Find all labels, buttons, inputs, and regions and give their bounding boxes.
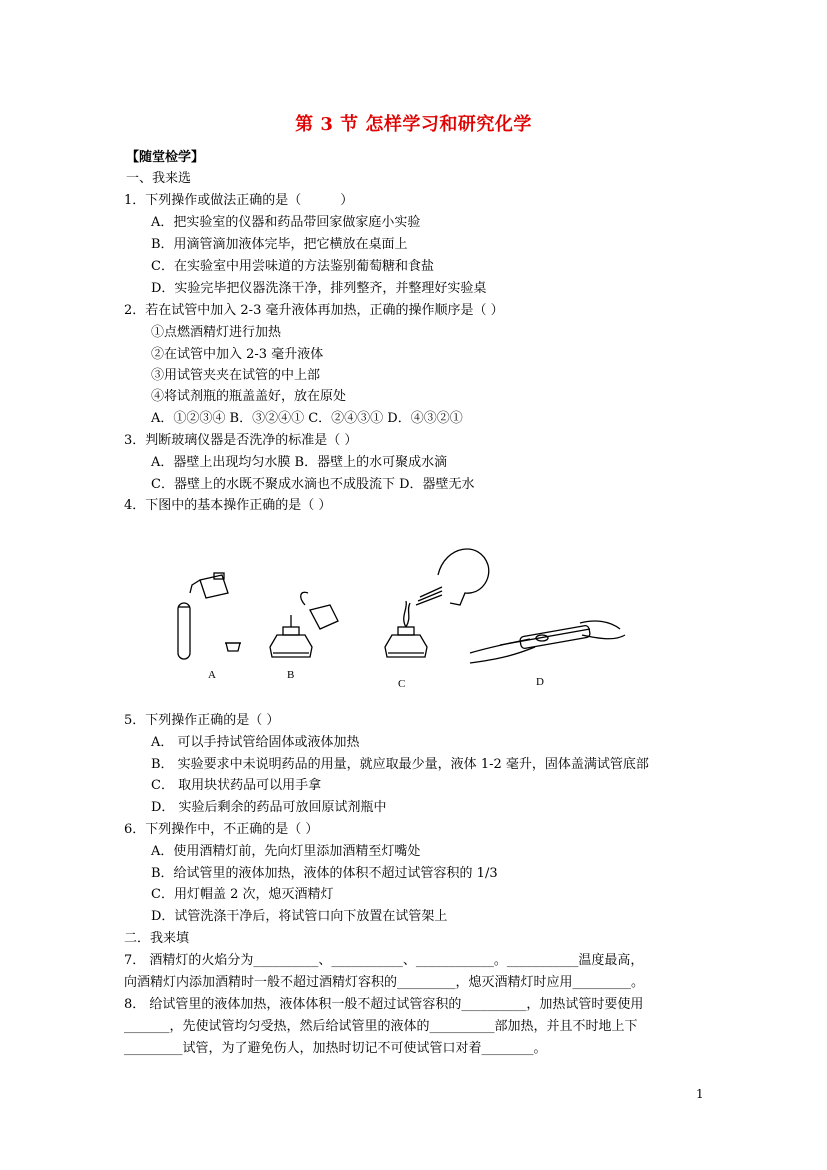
question-3-options-ab: A．器壁上出现均匀水膜 B．器壁上的水可聚成水滴 bbox=[151, 455, 448, 470]
question-8-line-2: _______，先使试管均匀受热，然后给试管里的液体的__________部加热，并且不时地上下 bbox=[124, 1019, 638, 1034]
question-2-options: A．①②③④ B．③②④① C．②④③① D．④③②① bbox=[151, 411, 463, 426]
question-7-line-1: 7． 酒精灯的火焰分为__________、___________、____________。___________温度最高， bbox=[124, 953, 644, 968]
question-6-option-d: D．试管洗涤干净后，将试管口向下放置在试管架上 bbox=[151, 909, 448, 924]
question-5-stem: 5．下列操作正确的是（ ） bbox=[124, 713, 280, 728]
figure-label-b: B bbox=[287, 669, 295, 681]
question-8-line-1: 8． 给试管里的液体加热，液体体积一般不超过试管容积的__________，加热试管时要使用 bbox=[124, 997, 644, 1012]
question-3-options-cd: C．器壁上的水既不聚成水滴也不成股流下 D．器壁无水 bbox=[151, 477, 475, 492]
question-2-step-3: ③用试管夹夹在试管的中上部 bbox=[151, 368, 321, 383]
question-7-line-2: 向酒精灯内添加酒精时一般不超过酒精灯容积的_________，熄灭酒精灯时应用_________。 bbox=[124, 975, 645, 990]
question-2-step-4: ④将试剂瓶的瓶盖盖好，放在原处 bbox=[151, 389, 347, 404]
page-number: 1 bbox=[696, 1087, 704, 1101]
figure-label-d: D bbox=[536, 676, 544, 688]
question-6-option-b: B．给试管里的液体加热，液体的体积不超过试管容积的 1/3 bbox=[151, 866, 498, 881]
section-heading: 【随堂检学】 bbox=[126, 150, 205, 165]
question-3-stem: 3．判断玻璃仪器是否洗净的标准是（ ） bbox=[124, 433, 358, 448]
question-5-option-c: C． 取用块状药品可以用手拿 bbox=[151, 778, 322, 793]
question-2-step-2: ②在试管中加入 2-3 毫升液体 bbox=[151, 347, 324, 362]
question-5-option-d: D． 实验后剩余的药品可放回原试剂瓶中 bbox=[151, 800, 387, 815]
figure-b-lamp-icon bbox=[270, 592, 338, 657]
figure-c-blowing-icon bbox=[385, 549, 489, 657]
question-5-option-b: B． 实验要求中未说明药品的用量，就应取最少量，液体 1-2 毫升，固体盖满试管底部 bbox=[151, 757, 649, 772]
page-title: 第 3 节 怎样学习和研究化学 bbox=[295, 114, 532, 135]
figure-a-pouring-icon bbox=[178, 573, 241, 659]
figure-label-c: C bbox=[398, 678, 406, 690]
question-4-stem: 4．下图中的基本操作正确的是（ ） bbox=[124, 498, 332, 513]
lab-operations-figure bbox=[170, 535, 630, 690]
question-1-option-d: D．实验完毕把仪器洗涤干净，排列整齐，并整理好实验桌 bbox=[151, 281, 487, 296]
figure-label-a: A bbox=[208, 669, 216, 681]
question-8-line-3: _________试管，为了避免伤人，加热时切记不可使试管口对着________。 bbox=[124, 1041, 547, 1056]
question-6-stem: 6．下列操作中，不正确的是（ ） bbox=[124, 822, 319, 837]
question-2-step-1: ①点燃酒精灯进行加热 bbox=[151, 325, 282, 340]
question-2-stem: 2．若在试管中加入 2-3 毫升液体再加热，正确的操作顺序是（ ） bbox=[124, 303, 504, 318]
figure-d-heating-icon bbox=[470, 621, 625, 663]
question-1-option-a: A．把实验室的仪器和药品带回家做家庭小实验 bbox=[151, 215, 421, 230]
question-6-option-a: A．使用酒精灯前，先向灯里添加酒精至灯嘴处 bbox=[151, 844, 421, 859]
part-heading-choice: 一、我来选 bbox=[126, 171, 192, 186]
question-1-stem: 1．下列操作或做法正确的是（ ） bbox=[124, 193, 354, 208]
part-heading-fill: 二．我来填 bbox=[124, 931, 190, 946]
question-6-option-c: C．用灯帽盖 2 次，熄灭酒精灯 bbox=[151, 887, 334, 902]
question-5-option-a: A． 可以手持试管给固体或液体加热 bbox=[151, 735, 360, 750]
question-1-option-c: C．在实验室中用尝味道的方法鉴别葡萄糖和食盐 bbox=[151, 259, 434, 274]
question-1-option-b: B．用滴管滴加液体完毕，把它横放在桌面上 bbox=[151, 237, 408, 252]
